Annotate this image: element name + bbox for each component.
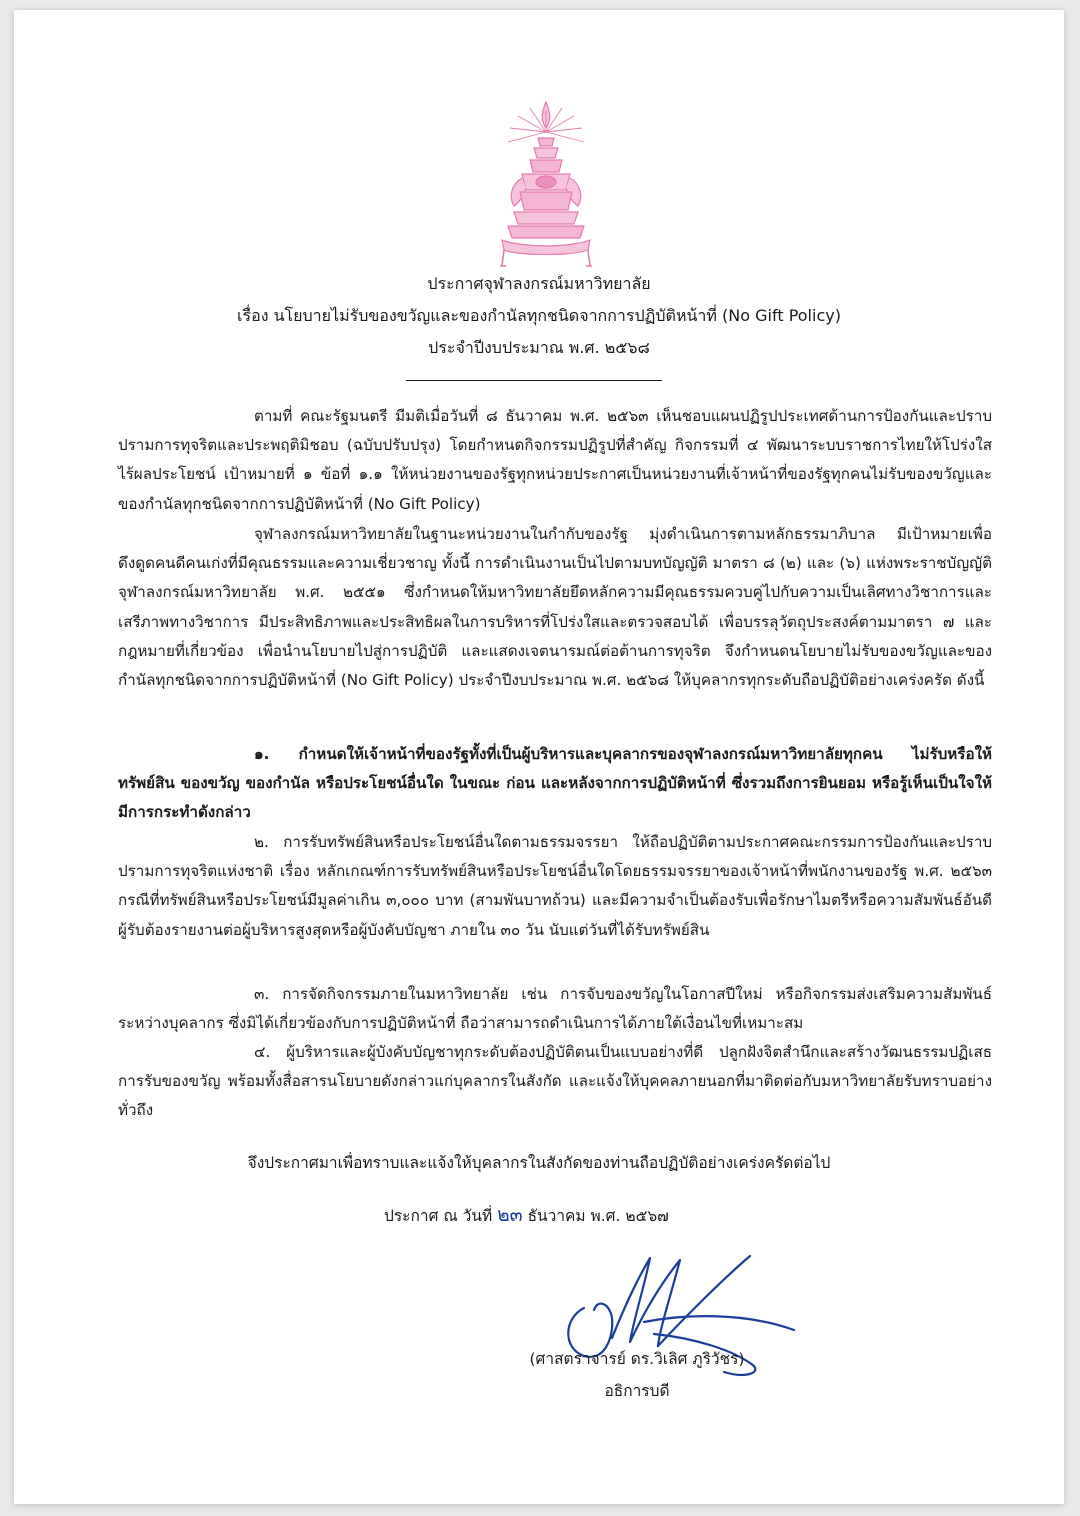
title-divider bbox=[406, 380, 662, 381]
date-day-handwritten: ๒๓ bbox=[497, 1204, 523, 1226]
policy-item-4: ๔. ผู้บริหารและผู้บังคับบัญชาทุกระดับต้องปฏิบัติตนเป็นแบบอย่างที่ดี ปลูกฝังจิตสำนึกและสร้างวัฒนธรรมปฏิเสธการรับของขวัญ พร้อมทั้งสื่อสารนโยบายดังกล่าวแก่บุคลากรในสังกัด และแจ้งให้บุคคลภายนอกที่มาติดต่อกับมหาวิทยาลัยรับทราบอย่างทั่วถึง bbox=[118, 1043, 992, 1120]
paragraph-background: ตามที่ คณะรัฐมนตรี มีมติเมื่อวันที่ ๘ ธันวาคม พ.ศ. ๒๕๖๓ เห็นชอบแผนปฏิรูปประเทศด้านการป้องกันและปราบปรามการทุจริตและประพฤติมิชอบ (ฉบับปรับปรุง) โดยกำหนดกิจกรรมปฏิรูปที่สำคัญ กิจกรรมที่ ๔ พัฒนาระบบราชการไทยให้โปร่งใส ไร้ผลประโยชน์ เป้าหมายที่ ๑ ข้อที่ ๑.๑ ให้หน่วยงานของรัฐทุกหน่วยประกาศเป็นหน่วยงานที่เจ้าหน้าที่ของรัฐทุกคนไม่รับของขวัญและของกำนัลทุกชนิดจากการปฏิบัติหน้าที่ (No Gift Policy) bbox=[118, 407, 992, 513]
announcement-title: ประกาศจุฬาลงกรณ์มหาวิทยาลัย bbox=[427, 274, 651, 293]
date-prefix: ประกาศ ณ วันที่ bbox=[384, 1207, 493, 1225]
policy-item-1: ๑. กำหนดให้เจ้าหน้าที่ของรัฐทั้งที่เป็นผู้บริหารและบุคลากรของจุฬาลงกรณ์มหาวิทยาลัยทุกคน ไม่รับหรือให้ทรัพย์สิน ของขวัญ ของกำนัล หรือประโยชน์อื่นใด ในขณะ ก่อน และหลังจากการปฏิบัติหน้าที่ ซึ่งรวมถึงการยินยอม หรือรู้เห็นเป็นใจให้มีการกระทำดังกล่าว bbox=[118, 745, 992, 822]
policy-item-2: ๒. การรับทรัพย์สินหรือประโยชน์อื่นใดตามธรรมจรรยา ให้ถือปฏิบัติตามประกาศคณะกรรมการป้องกันและปราบปรามการทุจริตแห่งชาติ เรื่อง หลักเกณฑ์การรับทรัพย์สินหรือประโยชน์อื่นใดโดยธรรมจรรยาของเจ้าหน้าที่พนักงานของรัฐ พ.ศ. ๒๕๖๓ กรณีที่ทรัพย์สินหรือประโยชน์มีมูลค่าเกิน ๓,๐๐๐ บาท (สามพันบาทถ้วน) และมีความจำเป็นต้องรับเพื่อรักษาไมตรีหรือความสัมพันธ์อันดี ผู้รับต้องรายงานต่อผู้บริหารสูงสุดหรือผู้บังคับบัญชา ภายใน ๓๐ วัน นับแต่วันที่ได้รับทรัพย์สิน bbox=[118, 833, 992, 939]
chulalongkorn-university-emblem-icon bbox=[492, 98, 600, 270]
announcement-subject: เรื่อง นโยบายไม่รับของขวัญและของกำนัลทุกชนิดจากการปฏิบัติหน้าที่ (No Gift Policy) bbox=[237, 306, 841, 325]
signer-title: อธิการบดี bbox=[604, 1382, 670, 1400]
paragraph-policy-intro: จุฬาลงกรณ์มหาวิทยาลัยในฐานะหน่วยงานในกำกับของรัฐ มุ่งดำเนินการตามหลักธรรมาภิบาล มีเป้าหมายเพื่อดึงดูดคนดีคนเก่งที่มีคุณธรรมและความเชี่ยวชาญ ทั้งนี้ การดำเนินงานเป็นไปตามบทบัญญัติ มาตรา ๘ (๒) และ (๖) แห่งพระราชบัญญัติจุฬาลงกรณ์มหาวิทยาลัย พ.ศ. ๒๕๕๑ ซึ่งกำหนดให้มหาวิทยาลัยยึดหลักความมีคุณธรรมควบคู่ไปกับความเป็นเลิศทางวิชาการและเสรีภาพทางวิชาการ มีประสิทธิภาพและประสิทธิผลในการบริหารที่โปร่งใสและตรวจสอบได้ เพื่อบรรลุวัตถุประสงค์ตามมาตรา ๗ และกฎหมายที่เกี่ยวข้อง เพื่อนำนโยบายไปสู่การปฏิบัติ และแสดงเจตนารมณ์ต่อต้านการทุจริต จึงกำหนดนโยบายไม่รับของขวัญและของกำนัลทุกชนิดจากการปฏิบัติหน้าที่ (No Gift Policy) ประจำปีงบประมาณ พ.ศ. ๒๕๖๘ ให้บุคลากรทุกระดับถือปฏิบัติอย่างเคร่งครัด ดังนี้ bbox=[118, 525, 992, 690]
announcement-date bbox=[384, 1200, 669, 1230]
signer-name: (ศาสตราจารย์ ดร.วิเลิศ ภูริวัชร) bbox=[529, 1350, 745, 1368]
policy-item-3: ๓. การจัดกิจกรรมภายในมหาวิทยาลัย เช่น การจับของขวัญในโอกาสปีใหม่ หรือกิจกรรมส่งเสริมความสัมพันธ์ระหว่างบุคลากร ซึ่งมิได้เกี่ยวข้องกับการปฏิบัติหน้าที่ ถือว่าสามารถดำเนินการได้ภายใต้เงื่อนไขที่เหมาะสม bbox=[118, 985, 992, 1033]
announcement-fiscal-year: ประจำปีงบประมาณ พ.ศ. ๒๕๖๘ bbox=[428, 338, 650, 357]
document-page bbox=[14, 10, 1064, 1504]
closing-statement: จึงประกาศมาเพื่อทราบและแจ้งให้บุคลากรในสังกัดของท่านถือปฏิบัติอย่างเคร่งครัดต่อไป bbox=[247, 1154, 831, 1172]
date-suffix: ธันวาคม พ.ศ. ๒๕๖๗ bbox=[527, 1207, 669, 1225]
